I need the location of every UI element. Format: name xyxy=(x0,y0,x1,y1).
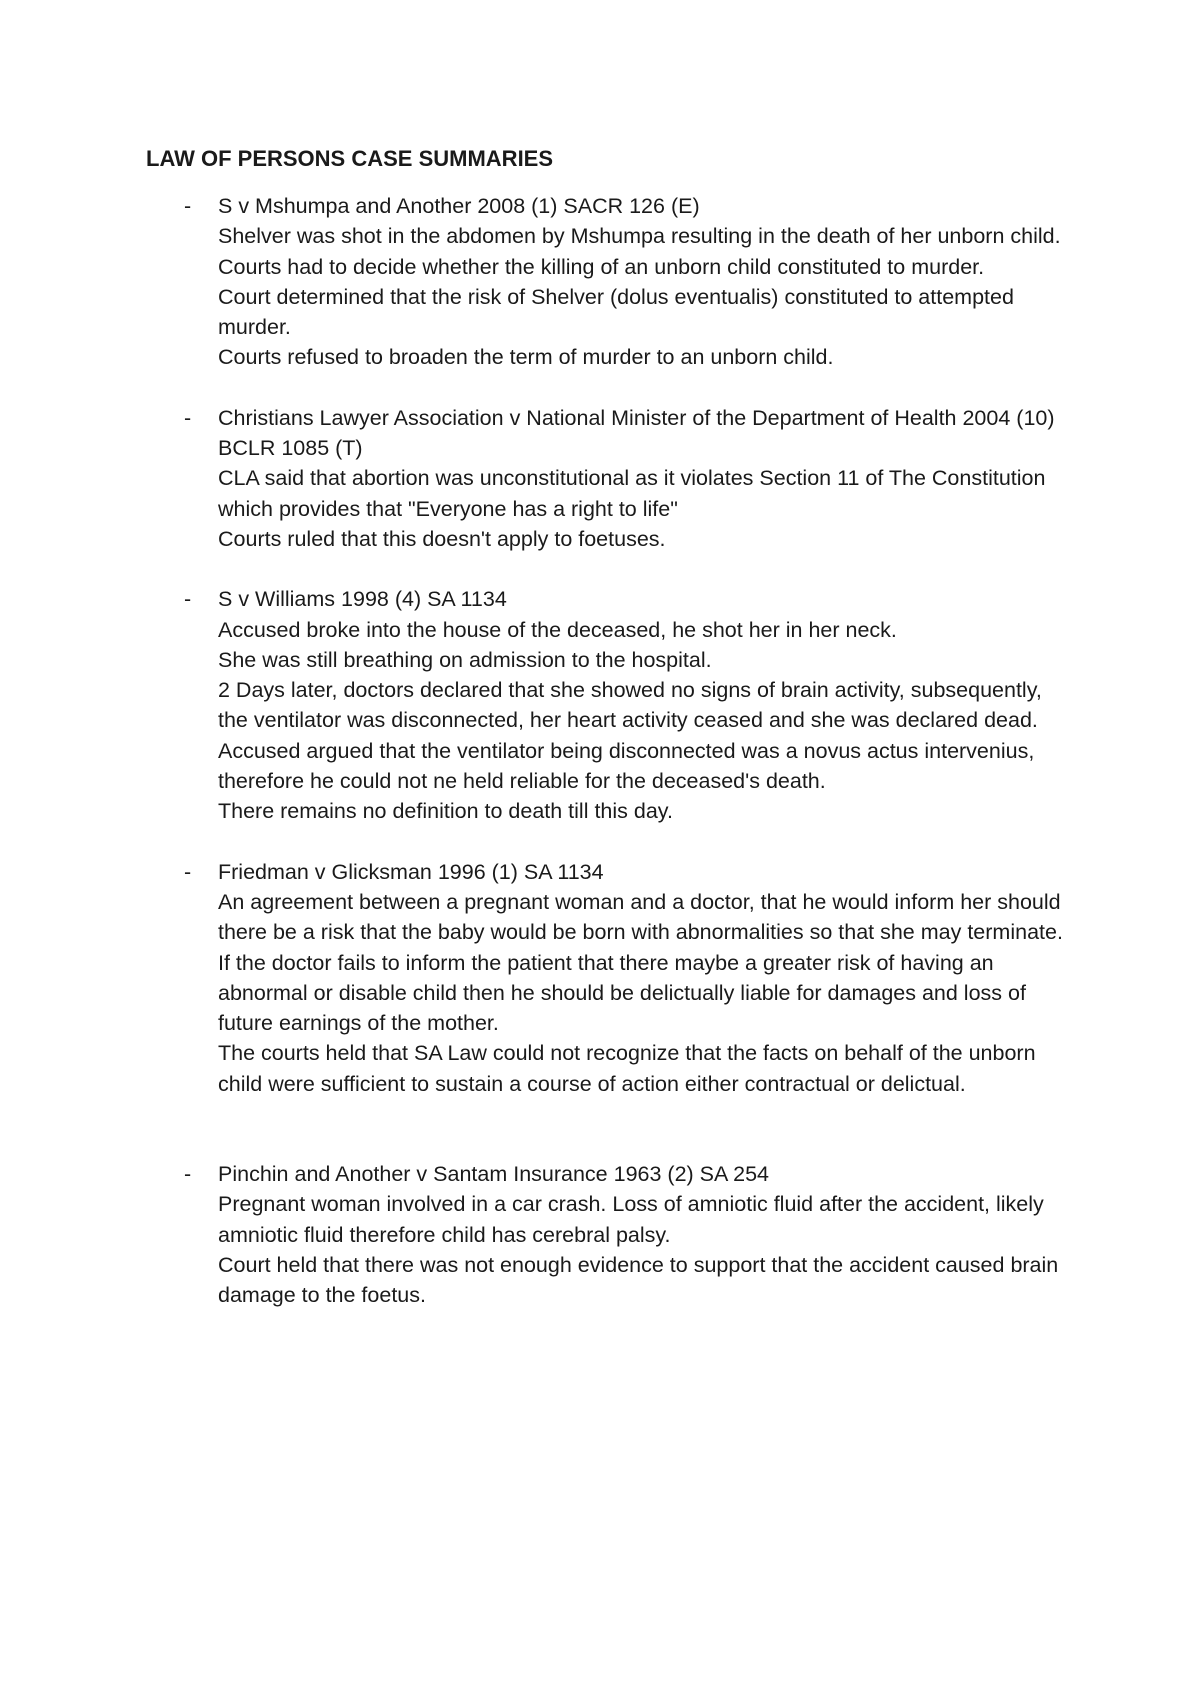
case-summary-line: If the doctor fails to inform the patient that there maybe a greater risk of having an abnormal or disable child then he should be delictually liable for damages and loss of future earnings of the mother. xyxy=(218,950,1026,1036)
case-item xyxy=(146,584,1066,826)
case-item xyxy=(146,191,1066,373)
case-list xyxy=(146,191,1066,1341)
case-item xyxy=(146,857,1066,1099)
list-dash: - xyxy=(184,194,192,218)
case-citation: S v Mshumpa and Another 2008 (1) SACR 126 (E) xyxy=(218,194,700,218)
case-citation: Pinchin and Another v Santam Insurance 1963 (2) SA 254 xyxy=(218,1162,770,1187)
document-title: LAW OF PERSONS CASE SUMMARIES xyxy=(146,146,554,171)
case-summary-line: Pregnant woman involved in a car crash. Loss of amniotic fluid after the accident, likely amniotic fluid therefore child has cerebral palsy. xyxy=(218,1192,1044,1247)
list-dash: - xyxy=(184,1162,192,1187)
case-summary-line: Accused argued that the ventilator being disconnected was a novus actus intervenius, therefore he could not ne held reliable for the deceased's death. xyxy=(218,738,1035,794)
case-item xyxy=(146,1159,1066,1310)
case-summary-line: Court held that there was not enough evidence to support that the accident caused brain damage to the foetus. xyxy=(218,1252,1059,1308)
case-item xyxy=(146,403,1066,554)
case-summary-line: Accused broke into the house of the deceased, he shot her in her neck. xyxy=(218,617,897,642)
case-summary-line: Court determined that the risk of Shelver (dolus eventualis) constituted to attempted murder. xyxy=(218,284,1014,340)
list-dash: - xyxy=(184,405,192,430)
list-dash: - xyxy=(184,587,192,612)
case-citation: Christians Lawyer Association v National Minister of the Department of Health 2004 (10) BCLR 1085 (T) xyxy=(218,405,1055,461)
case-citation: Friedman v Glicksman 1996 (1) SA 1134 xyxy=(218,859,604,884)
case-summary-line: There remains no definition to death till this day. xyxy=(218,799,673,824)
case-summary-line: CLA said that abortion was unconstitutional as it violates Section 11 of The Constitution which provides that "Everyone has a right to life" xyxy=(218,466,1046,521)
case-summary-line: She was still breathing on admission to the hospital. xyxy=(218,647,712,672)
case-summary-line: 2 Days later, doctors declared that she showed no signs of brain activity, subsequently, the ventilator was disconnected, her heart activity ceased and she was declared dead. xyxy=(218,678,1042,733)
case-summary-line: The courts held that SA Law could not recognize that the facts on behalf of the unborn child were sufficient to sustain a course of action either contractual or delictual. xyxy=(218,1041,1036,1096)
case-summary-line: Shelver was shot in the abdomen by Mshumpa resulting in the death of her unborn child. xyxy=(218,224,1061,249)
list-dash: - xyxy=(184,859,192,884)
case-summary-line: An agreement between a pregnant woman and a doctor, that he would inform her should there be a risk that the baby would be born with abnormalities so that she may terminate. xyxy=(218,889,1063,945)
case-summary-line: Courts refused to broaden the term of murder to an unborn child. xyxy=(218,345,834,370)
case-summary-line: Courts had to decide whether the killing of an unborn child constituted to murder. xyxy=(218,254,985,279)
case-summary-line: Courts ruled that this doesn't apply to foetuses. xyxy=(218,526,666,551)
case-citation: S v Williams 1998 (4) SA 1134 xyxy=(218,587,507,612)
